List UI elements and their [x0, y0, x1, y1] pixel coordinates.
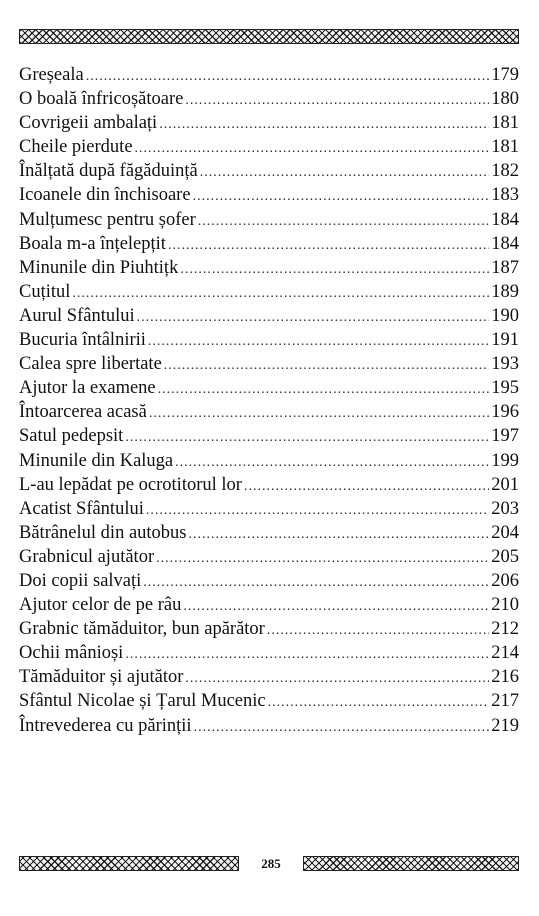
dot-leader: [189, 523, 490, 547]
dot-leader: [194, 716, 490, 740]
toc-entry-page: 187: [491, 257, 519, 278]
toc-entry-title: Întrevederea cu părinții: [19, 715, 192, 736]
toc-entry-page: 214: [491, 643, 519, 664]
toc-entry: [19, 449, 519, 473]
toc-entry-page: 182: [491, 161, 519, 182]
dot-leader: [125, 426, 489, 450]
toc-entry-title: Sfântul Nicolae și Țarul Mucenic: [19, 691, 266, 712]
dot-leader: [159, 113, 489, 137]
toc-entry-title: Înălțată după făgăduință: [19, 161, 198, 182]
toc-entry: [19, 87, 519, 111]
toc-entry: [19, 497, 519, 521]
dot-leader: [244, 475, 489, 499]
toc-entry: [19, 376, 519, 400]
toc-entry-page: 183: [491, 185, 519, 206]
toc-entry: [19, 352, 519, 376]
top-ornament-band: [19, 29, 519, 44]
toc-entry-title: Satul pedepsit: [19, 426, 124, 447]
dot-leader: [175, 451, 489, 475]
dot-leader: [185, 89, 489, 113]
toc-entry: [19, 111, 519, 135]
dot-leader: [164, 354, 489, 378]
dot-leader: [137, 306, 490, 330]
dot-leader: [148, 330, 489, 354]
toc-entry-title: Greșeala: [19, 65, 84, 85]
toc-entry-page: 216: [491, 667, 519, 688]
dot-leader: [198, 210, 490, 234]
dot-leader: [143, 571, 489, 595]
toc-entry-page: 181: [491, 113, 519, 134]
toc-entry-title: Grabnic tămăduitor, bun apărător: [19, 619, 265, 640]
toc-entry: [19, 304, 519, 328]
toc-entry: [19, 400, 519, 424]
toc-entry-title: L-au lepădat pe ocrotitorul lor: [19, 474, 242, 495]
toc-entry-title: Bătrânelul din autobus: [19, 522, 187, 543]
table-of-contents: [19, 63, 519, 738]
toc-entry-title: Cheile pierdute: [19, 137, 133, 158]
toc-entry-title: Boala m-a înțelepțit: [19, 233, 166, 254]
toc-entry-page: 195: [491, 378, 519, 399]
toc-entry: [19, 641, 519, 665]
toc-entry-page: 219: [491, 715, 519, 736]
toc-entry-page: 196: [491, 402, 519, 423]
dot-leader: [135, 137, 490, 161]
toc-entry-page: 184: [491, 233, 519, 254]
toc-entry: [19, 135, 519, 159]
toc-entry-page: 199: [491, 450, 519, 471]
dot-leader: [180, 258, 489, 282]
toc-entry: [19, 689, 519, 713]
toc-entry-title: Calea spre libertate: [19, 354, 162, 375]
dot-leader: [267, 619, 489, 643]
toc-entry-title: Aurul Sfântului: [19, 305, 135, 326]
toc-entry: [19, 714, 519, 738]
dot-leader: [193, 185, 490, 209]
toc-entry-page: 210: [491, 595, 519, 616]
toc-entry-page: 189: [491, 281, 519, 302]
toc-entry-title: Mulțumesc pentru șofer: [19, 209, 196, 230]
toc-entry: [19, 232, 519, 256]
toc-entry-page: 184: [491, 209, 519, 230]
dot-leader: [156, 547, 489, 571]
toc-entry-page: 206: [491, 570, 519, 591]
toc-entry-page: 180: [491, 89, 519, 110]
toc-entry: [19, 424, 519, 448]
toc-entry: [19, 569, 519, 593]
toc-entry-page: 181: [491, 137, 519, 158]
dot-leader: [125, 643, 489, 667]
toc-entry: [19, 63, 519, 87]
toc-entry-title: Doi copii salvați: [19, 570, 142, 591]
toc-entry: [19, 545, 519, 569]
toc-entry-title: Grabnicul ajutător: [19, 546, 155, 567]
toc-entry-title: Minunile din Piuhtițk: [19, 257, 179, 278]
toc-entry-title: Cuțitul: [19, 281, 71, 302]
toc-entry: [19, 521, 519, 545]
page-number: 285: [261, 856, 281, 871]
toc-entry-title: Tămăduitor și ajutător: [19, 667, 184, 688]
toc-entry: [19, 256, 519, 280]
dot-leader: [86, 65, 490, 89]
dot-leader: [149, 402, 489, 426]
dot-leader: [72, 282, 489, 306]
toc-entry-title: Bucuria întâlnirii: [19, 330, 146, 351]
toc-entry-page: 205: [491, 546, 519, 567]
toc-entry-page: 203: [491, 498, 519, 519]
toc-entry-page: 201: [491, 474, 519, 495]
dot-leader: [158, 378, 490, 402]
toc-entry: [19, 183, 519, 207]
toc-entry-title: Ochii mânioși: [19, 643, 124, 664]
toc-entry-page: 191: [491, 330, 519, 351]
toc-entry-title: Ajutor celor de pe râu: [19, 595, 182, 616]
toc-entry: [19, 473, 519, 497]
toc-entry-page: 217: [491, 691, 519, 712]
bottom-ornament-band-left: [19, 856, 239, 871]
toc-entry: [19, 593, 519, 617]
toc-entry-title: Covrigeii ambalați: [19, 113, 158, 134]
dot-leader: [183, 595, 489, 619]
toc-entry-title: O boală înfricoșătoare: [19, 89, 184, 110]
toc-entry-title: Minunile din Kaluga: [19, 450, 174, 471]
toc-entry-page: 179: [491, 65, 519, 85]
toc-entry: [19, 665, 519, 689]
toc-entry: [19, 208, 519, 232]
toc-entry: [19, 159, 519, 183]
bottom-ornament-band-right: [303, 856, 519, 871]
dot-leader: [185, 667, 489, 691]
toc-entry-page: 212: [491, 619, 519, 640]
toc-entry: [19, 280, 519, 304]
toc-entry-title: Icoanele din închisoare: [19, 185, 191, 206]
toc-entry-title: Ajutor la examene: [19, 378, 156, 399]
dot-leader: [146, 499, 489, 523]
dot-leader: [268, 691, 490, 715]
toc-entry-page: 193: [491, 354, 519, 375]
toc-entry-page: 204: [491, 522, 519, 543]
toc-entry: [19, 328, 519, 352]
dot-leader: [200, 161, 490, 185]
dot-leader: [168, 234, 489, 258]
toc-entry-page: 190: [491, 305, 519, 326]
toc-entry-title: Acatist Sfântului: [19, 498, 144, 519]
toc-entry: [19, 617, 519, 641]
toc-entry-page: 197: [491, 426, 519, 447]
toc-entry-title: Întoarcerea acasă: [19, 402, 147, 423]
